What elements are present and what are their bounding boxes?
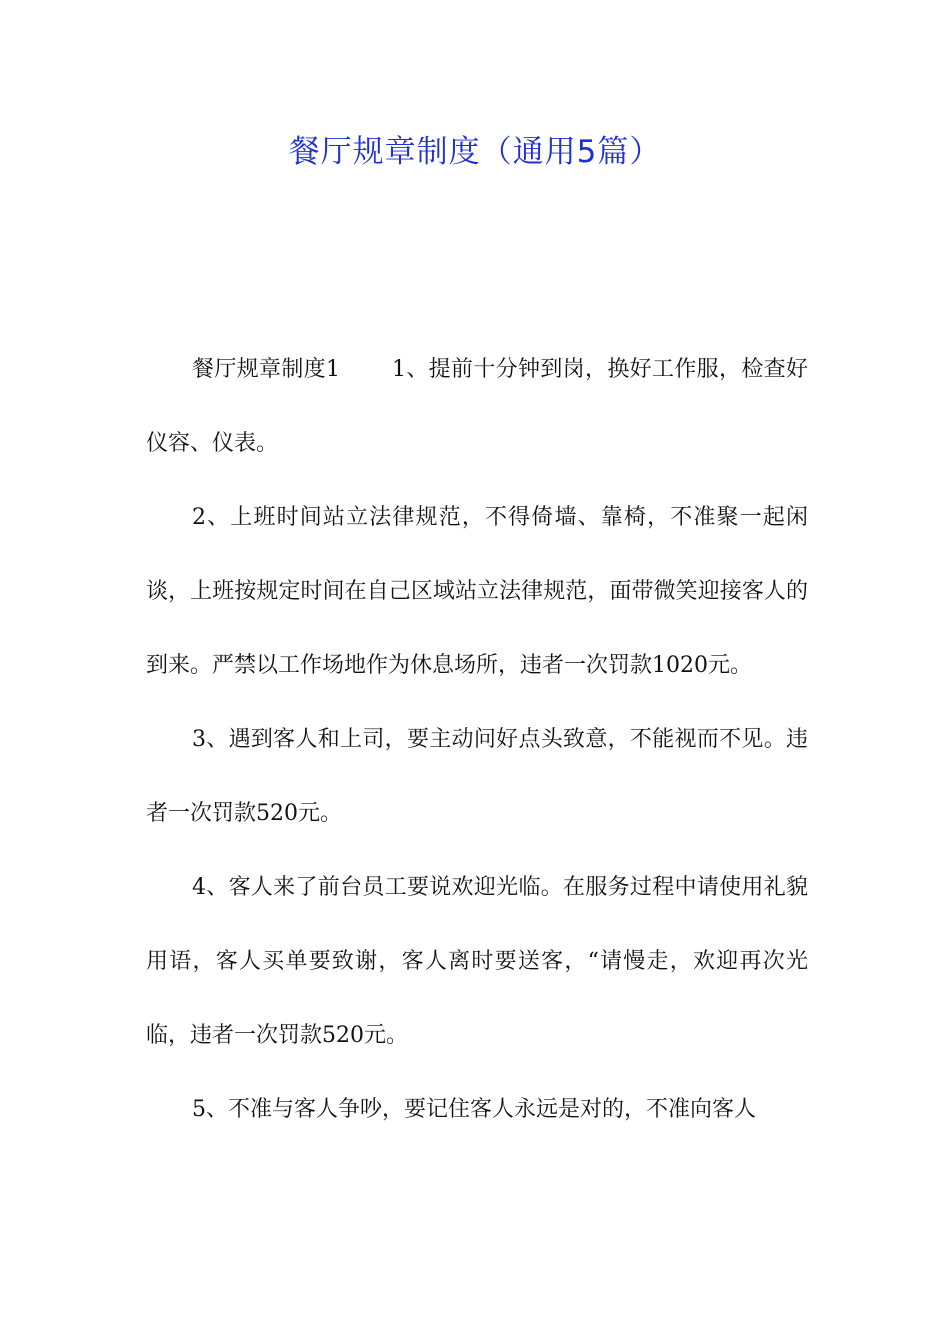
document-title: 餐厅规章制度（通用5篇） [288,134,662,170]
paragraph-5: 5、不准与客人争吵，要记住客人永远是对的，不准向客人 [192,1097,756,1122]
paragraph-3: 3、遇到客人和上司，要主动问好点头致意，不能视而不见。违者一次罚款520元。 [146,727,808,826]
paragraph-1 [146,333,808,481]
document-body [146,333,808,1147]
paragraph-4: 4、客人来了前台员工要说欢迎光临。在服务过程中请使用礼貌用语，客人买单要致谢，客人离时要送客，“请慢走，欢迎再次光临，违者一次罚款520元。 [146,875,808,1048]
section-heading-label: 餐厅规章制度1 [192,357,340,382]
paragraph-text: 1、提前十分钟到岗，换好工作服，检查好仪容、仪表。 [146,357,808,456]
paragraph-2: 2、上班时间站立法律规范，不得倚墙、靠椅，不准聚一起闲谈，上班按规定时间在自己区域站立法律规范，面带微笑迎接客人的到来。严禁以工作场地作为休息场所，违者一次罚款1020元。 [146,505,808,678]
